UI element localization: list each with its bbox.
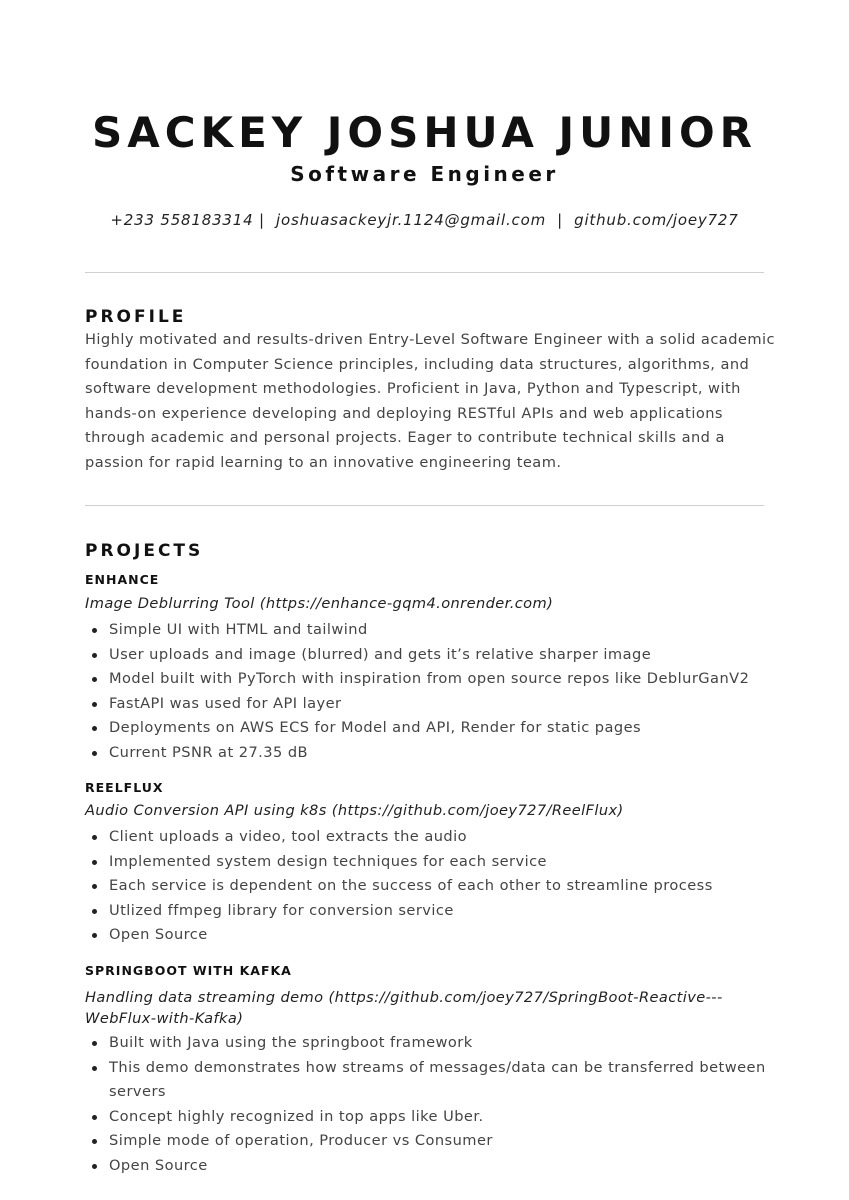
project-description: Image Deblurring Tool (https://enhance-gqm4.onrender.com): [85, 595, 554, 612]
list-item: FastAPI was used for API layer: [85, 692, 775, 717]
profile-summary: Highly motivated and results-driven Entry-Level Software Engineer with a solid academic foundation in Computer Science principles, including data structures, algorithms, and software development methodologies. Proficient in Java, Python and Typescript, with hands-on experience developing and deploying RESTful APIs and web applications through academic and personal projects. Eager to contribute technical skills and a passion for rapid learning to an innovative engineering team.: [85, 331, 775, 471]
list-item: User uploads and image (blurred) and gets it’s relative sharper image: [85, 643, 775, 668]
project-bullets: [85, 825, 775, 948]
job-title: Software Engineer: [290, 162, 559, 186]
list-item: Concept highly recognized in top apps like Uber.: [85, 1105, 775, 1130]
list-item: Implemented system design techniques for each service: [85, 850, 775, 875]
project-bullets: [85, 618, 775, 766]
list-item: Open Source: [85, 1154, 775, 1179]
project-name: REELFLUX: [85, 780, 164, 795]
list-item: Model built with PyTorch with inspiration from open source repos like DeblurGanV2: [85, 667, 775, 692]
contact-line: +233 558183314 | joshuasackeyjr.1124@gmail.com | github.com/joey727: [110, 211, 739, 229]
projects-heading: PROJECTS: [85, 541, 204, 561]
list-item: Simple UI with HTML and tailwind: [85, 618, 775, 643]
list-item: Simple mode of operation, Producer vs Consumer: [85, 1129, 775, 1154]
project-name: ENHANCE: [85, 572, 160, 587]
list-item: Client uploads a video, tool extracts the audio: [85, 825, 775, 850]
list-item: Open Source: [85, 923, 775, 948]
list-item: This demo demonstrates how streams of messages/data can be transferred between servers: [85, 1056, 775, 1105]
list-item: Built with Java using the springboot framework: [85, 1031, 775, 1056]
divider: [85, 272, 764, 273]
candidate-name: SACKEY JOSHUA JUNIOR: [91, 108, 758, 157]
project-description: Audio Conversion API using k8s (https://github.com/joey727/ReelFlux): [85, 802, 624, 819]
divider: [85, 505, 764, 506]
project-bullets: [85, 1031, 775, 1179]
project-description: Handling data streaming demo (https://github.com/joey727/SpringBoot-Reactive---WebFlux-with-Kafka): [85, 989, 723, 1027]
list-item: Deployments on AWS ECS for Model and API, Render for static pages: [85, 716, 775, 741]
list-item: Each service is dependent on the success of each other to streamline process: [85, 874, 775, 899]
project-name: SPRINGBOOT WITH KAFKA: [85, 963, 292, 978]
list-item: Current PSNR at 27.35 dB: [85, 741, 775, 766]
profile-heading: PROFILE: [85, 307, 187, 327]
list-item: Utlized ffmpeg library for conversion service: [85, 899, 775, 924]
